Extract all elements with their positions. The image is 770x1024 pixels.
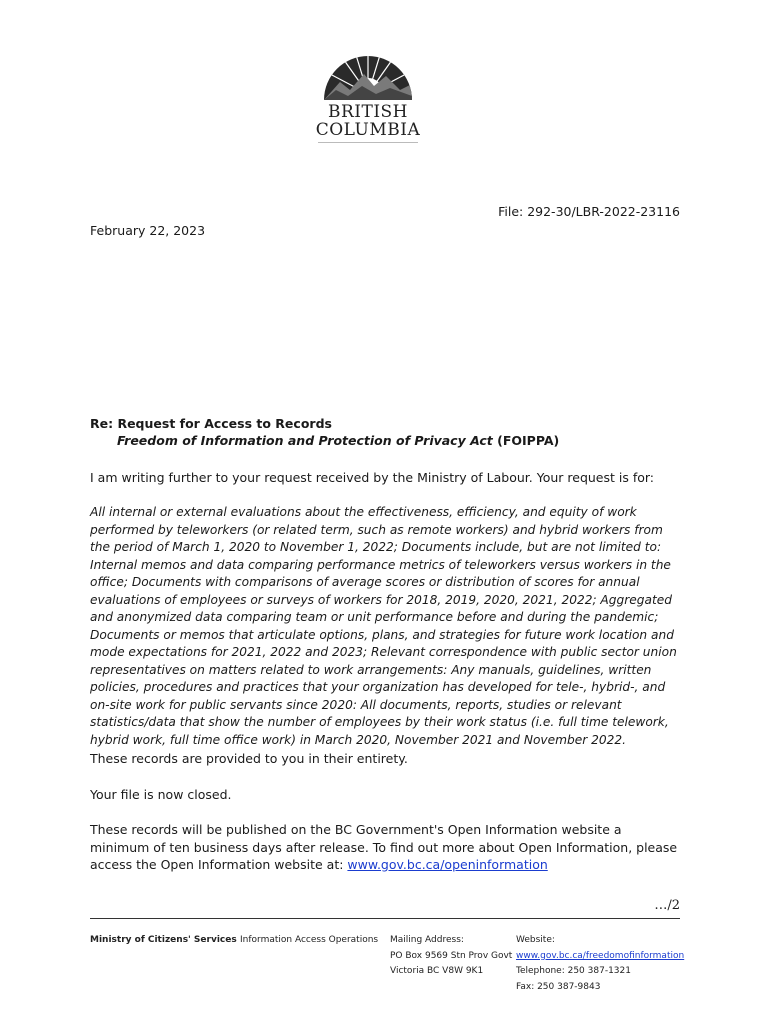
footer-contact [516, 933, 684, 995]
foi-website-link[interactable]: www.gov.bc.ca/freedomofinformation [516, 950, 685, 961]
footer-branch [240, 933, 378, 949]
bc-mountain-sun-icon [310, 44, 426, 100]
request-text: All internal or external evaluations about the effectiveness, efficiency, and equity of work performed by teleworkers (or related term, such as remote workers) and hybrid workers from the period of March 1, 2020 to November 1, 2022; Documents include, but are not limited to: Internal memos and data comparing performance metrics of teleworkers versus workers in the office; Documents with comparisons of average scores or distribution of scores for annual evaluations of employees or surveys of workers for 2018, 2019, 2020, 2021, 2022; Aggregated and anonymized data comparing team or unit performance before and during the pandemic; Documents or memos that articulate options, plans, and strategies for future work location and mode expectations for 2021, 2022 and 2023; Relevant correspondence with public sector union representatives on matters related to work arrangements: Any manuals, guidelines, written policies, procedures and practices that your organization has developed for tele-, hybrid-, and on-site work for public servants since 2020: All documents, reports, studies or relevant statistics/data that show the number of employees by their work status (i.e. full time telework, hybrid work, full time office work) in March 2020, November 2021 and November 2022. [90, 505, 677, 747]
mail-line-1: PO Box 9569 Stn Prov Govt [390, 950, 513, 961]
publish-paragraph [90, 821, 680, 874]
fax: Fax: 250 387-9843 [516, 981, 601, 992]
open-information-link[interactable]: www.gov.bc.ca/openinformation [347, 857, 548, 872]
file-reference: File: 292-30/LBR-2022-23116 [498, 204, 680, 219]
branch-name: Information Access Operations [240, 935, 379, 945]
footer-mailing-address [390, 933, 512, 980]
mail-line-2: Victoria BC V8W 9K1 [390, 966, 484, 976]
telephone: Telephone: 250 387-1321 [516, 966, 631, 976]
letter-date: February 22, 2023 [90, 223, 206, 238]
entirety-paragraph: These records are provided to you in their entirety. [90, 751, 408, 766]
closed-paragraph: Your file is now closed. [90, 787, 232, 802]
logo-text-columbia: COLUMBIA [315, 120, 421, 140]
page-continuation-marker: …/2 [654, 898, 680, 913]
act-name: Freedom of Information and Protection of Privacy Act [117, 433, 493, 448]
act-abbreviation: (FOIPPA) [492, 433, 560, 448]
logo-underline [318, 142, 418, 143]
mail-label: Mailing Address: [390, 935, 464, 945]
subject-act [117, 433, 559, 448]
web-label: Website: [516, 935, 555, 945]
subject-line: Re: Request for Access to Records [90, 416, 332, 431]
footer-ministry [90, 933, 237, 949]
intro-paragraph: I am writing further to your request received by the Ministry of Labour. Your request is for: [90, 470, 655, 485]
bc-government-logo [310, 44, 426, 148]
ministry-name: Ministry of Citizens' Services [90, 935, 237, 945]
footer-divider [90, 918, 680, 919]
logo-text-british: BRITISH [327, 102, 409, 122]
publish-text: These records will be published on the BC Government's Open Information website a minimum of ten business days after release. To find out more about Open Information, please access the Open Information website at: [90, 822, 678, 872]
